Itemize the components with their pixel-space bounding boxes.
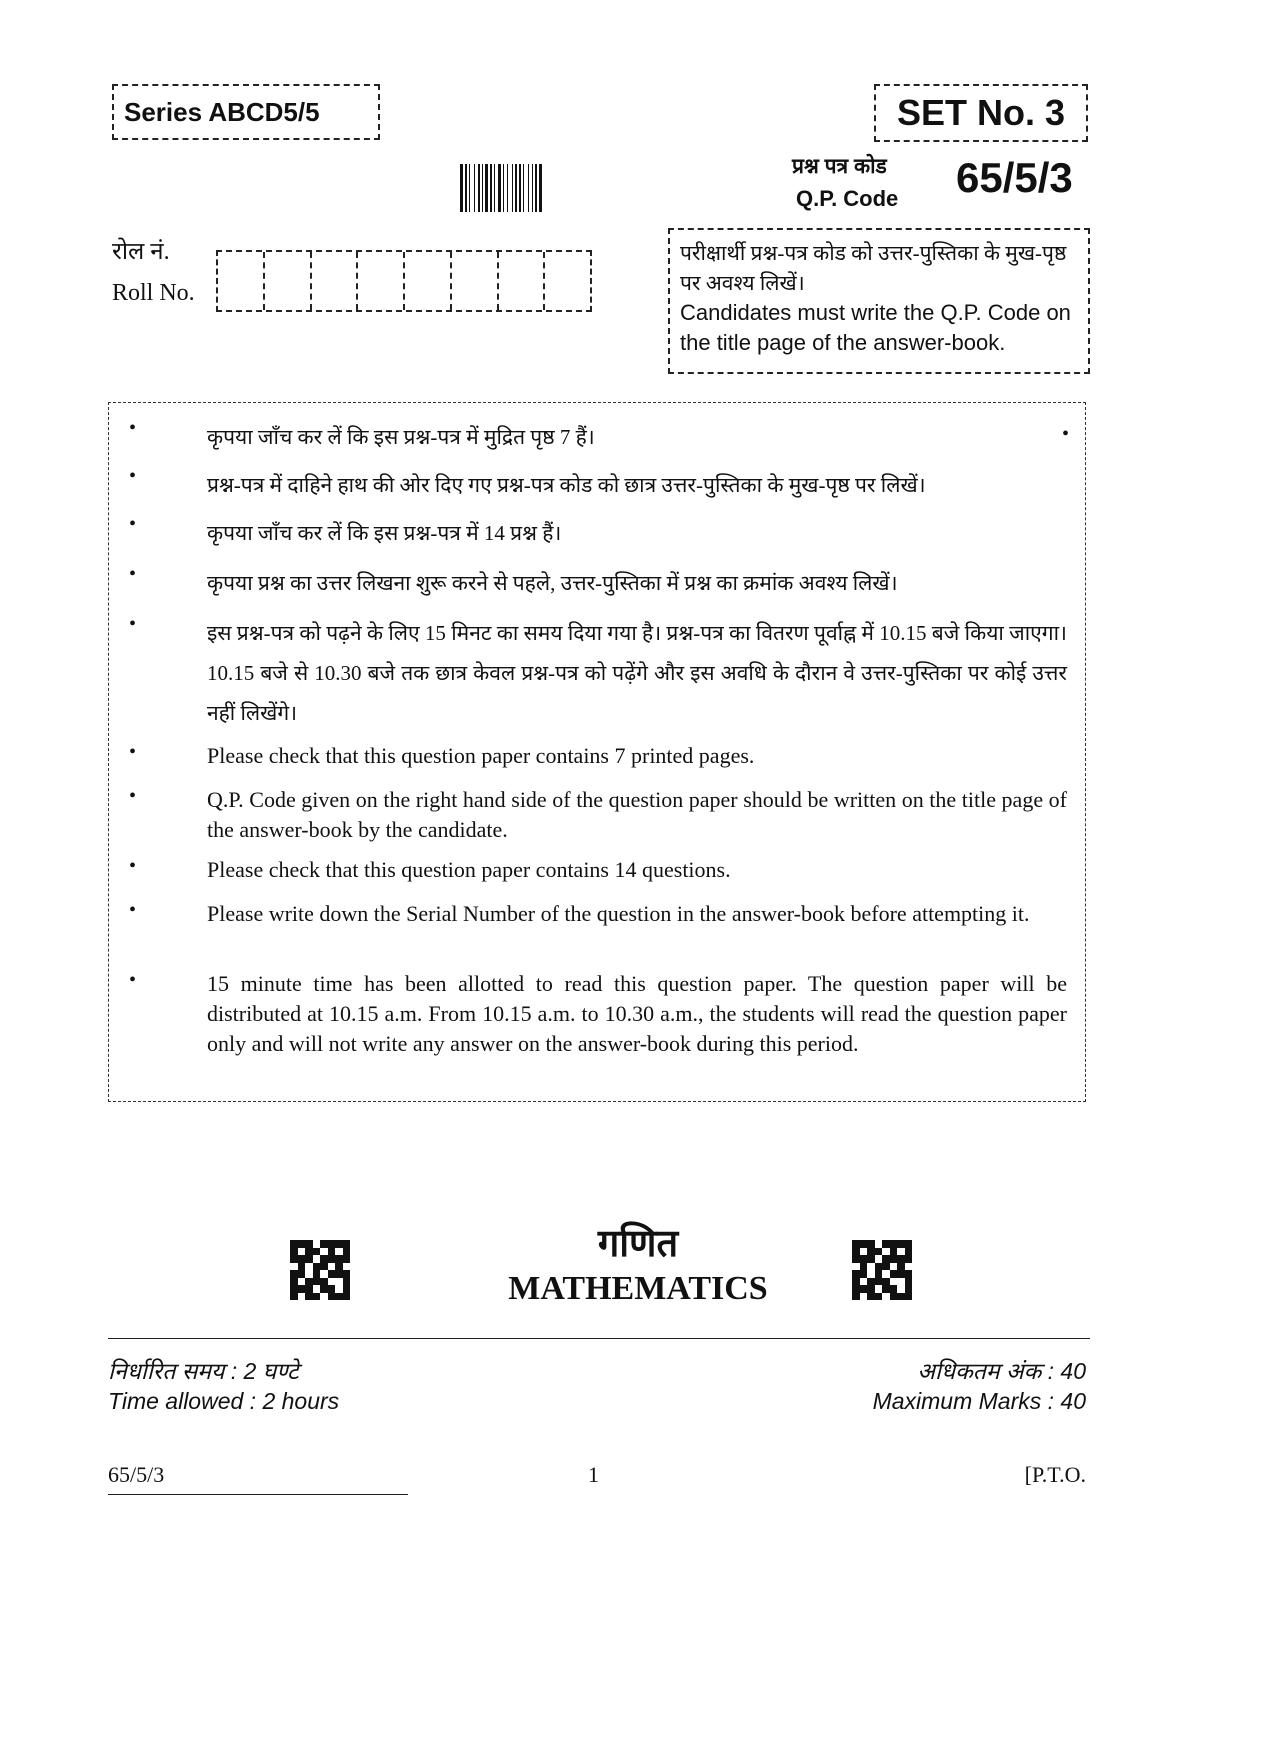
qp-code-label-hindi: प्रश्न पत्र कोड	[792, 155, 887, 178]
roll-digit-box[interactable]	[312, 252, 359, 310]
subject-title-hindi: गणित	[597, 1223, 679, 1265]
please-turn-over: [P.T.O.	[1024, 1462, 1086, 1487]
bullet: •	[129, 563, 137, 585]
bullet: •	[129, 613, 137, 635]
candidate-note: Candidates must write the Q.P. Code on the title page of the answer-book.	[680, 300, 1071, 355]
instructions-box	[108, 402, 1086, 1102]
roll-digit-box[interactable]	[405, 252, 452, 310]
roll-number-boxes[interactable]	[216, 250, 592, 312]
qp-code-label: Q.P. Code	[796, 186, 899, 211]
instruction-text: इस प्रश्न-पत्र को पढ़ने के लिए 15 मिनट का समय दिया गया है। प्रश्न-पत्र का वितरण पूर्वाह्न में 10.15 बजे किया जाएगा। 10.15 बजे से 10.30 बजे तक छात्र केवल प्रश्न-पत्र को पढ़ेंगे और इस अवधि के दौरान वे उत्तर-पुस्तिका पर कोई उत्तर नहीं लिखेंगे।	[207, 621, 1067, 725]
instruction-text: Q.P. Code given on the right hand side of the question paper should be written on the title page of the answer-book by the candidate.	[207, 787, 1067, 842]
candidate-note-hindi: परीक्षार्थी प्रश्न-पत्र कोड को उत्तर-पुस्तिका के मुख-पृष्ठ पर अवश्य लिखें।	[680, 241, 1067, 295]
barcode	[460, 164, 582, 212]
instruction-text: कृपया जाँच कर लें कि इस प्रश्न-पत्र में 14 प्रश्न हैं।	[207, 521, 562, 545]
footer-paper-code: 65/5/3	[108, 1462, 165, 1487]
bullet: •	[129, 899, 137, 921]
candidate-note-box	[668, 228, 1090, 374]
maximum-marks-hindi: अधिकतम अंक : 40	[917, 1358, 1086, 1384]
instruction-text: कृपया प्रश्न का उत्तर लिखना शुरू करने से पहले, उत्तर-पुस्तिका में प्रश्न का क्रमांक अवश्य लिखें।	[207, 571, 898, 595]
roll-no-label: Roll No.	[112, 280, 195, 306]
maximum-marks: Maximum Marks : 40	[872, 1388, 1086, 1414]
subject-title: MATHEMATICS	[508, 1270, 768, 1307]
instruction-text: Please write down the Serial Number of the question in the answer-book before attempting it.	[207, 901, 1030, 926]
time-allowed-hindi: निर्धारित समय : 2 घण्टे	[108, 1358, 299, 1384]
corner-dot: •	[1061, 423, 1069, 445]
roll-digit-box[interactable]	[545, 252, 590, 310]
instruction-text: 15 minute time has been allotted to read this question paper. The question paper will be distributed at 10.15 a.m. From 10.15 a.m. to 10.30 a.m., the students will read the question paper only and will not write any answer on the answer-book during this period.	[207, 971, 1067, 1056]
bullet: •	[129, 969, 137, 991]
bullet: •	[129, 785, 137, 807]
bullet: •	[129, 741, 137, 763]
roll-digit-box[interactable]	[452, 252, 499, 310]
bullet: •	[129, 513, 137, 535]
instruction-text: Please check that this question paper contains 14 questions.	[207, 857, 731, 882]
time-allowed: Time allowed : 2 hours	[108, 1388, 340, 1414]
roll-digit-box[interactable]	[218, 252, 265, 310]
footer-underline	[108, 1494, 408, 1495]
bullet: •	[129, 417, 137, 439]
series-box	[112, 84, 380, 140]
bullet: •	[129, 855, 137, 877]
roll-digit-box[interactable]	[265, 252, 312, 310]
roll-no-label-hindi: रोल नं.	[112, 239, 170, 265]
set-number-box	[874, 84, 1088, 142]
roll-digit-box[interactable]	[358, 252, 405, 310]
instruction-text: Please check that this question paper contains 7 printed pages.	[207, 743, 755, 768]
qp-code: 65/5/3	[956, 154, 1073, 201]
bullet: •	[129, 465, 137, 487]
divider-line	[108, 1338, 1090, 1339]
roll-digit-box[interactable]	[499, 252, 546, 310]
page-number: 1	[588, 1462, 599, 1487]
series-label: Series ABCD5/5	[124, 96, 320, 127]
instruction-text: प्रश्न-पत्र में दाहिने हाथ की ओर दिए गए प्रश्न-पत्र कोड को छात्र उत्तर-पुस्तिका के मुख-पृष्ठ पर लिखें।	[207, 473, 926, 497]
instruction-text: कृपया जाँच कर लें कि इस प्रश्न-पत्र में मुद्रित पृष्ठ 7 हैं।	[207, 425, 595, 449]
set-number: SET No. 3	[896, 92, 1066, 133]
